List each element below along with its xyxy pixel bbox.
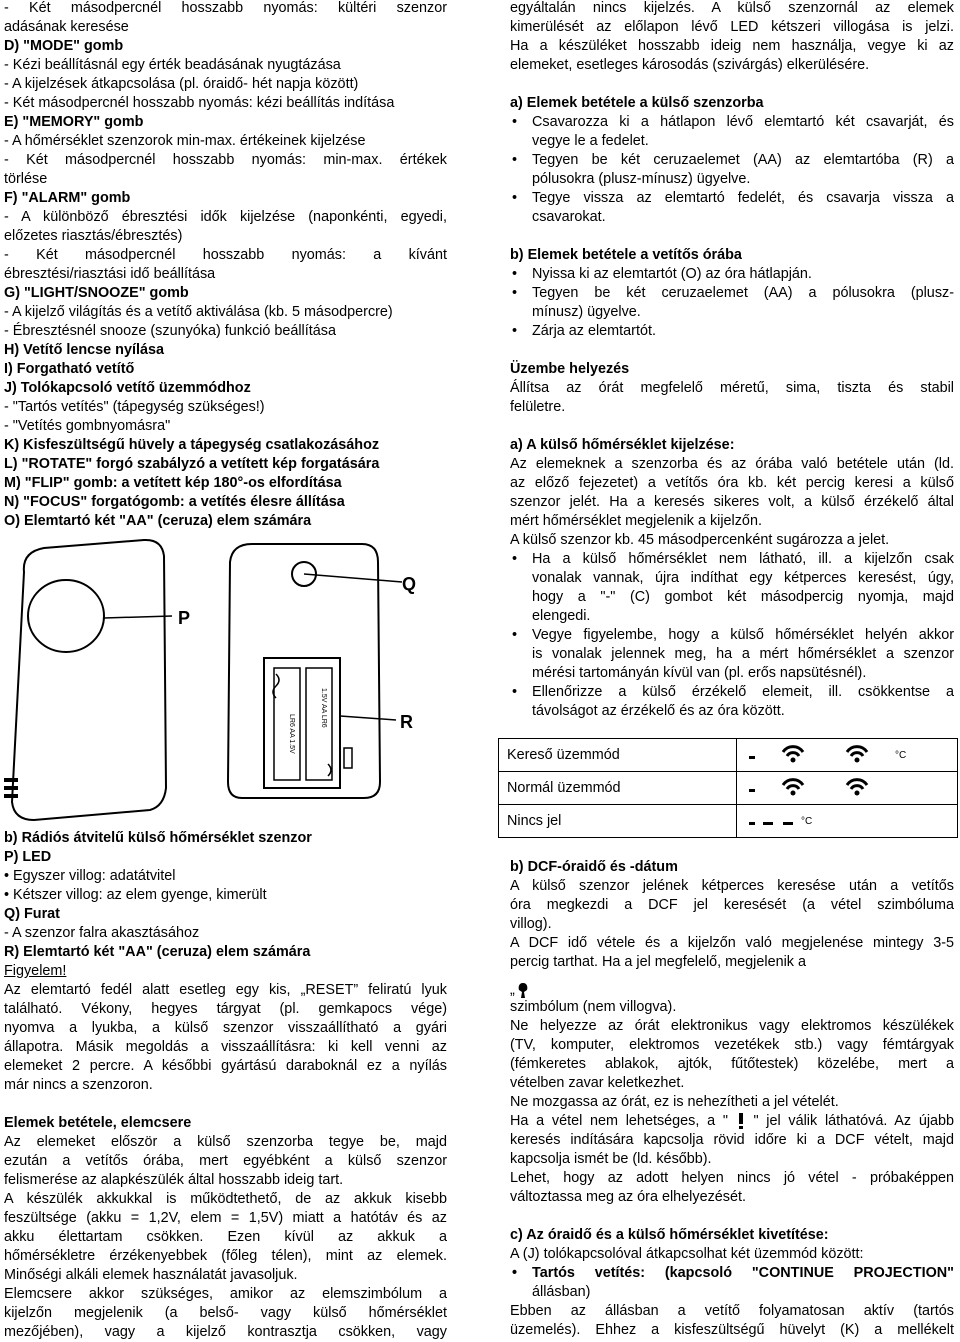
heading-line xyxy=(510,436,954,455)
text-line xyxy=(4,867,447,886)
text-line xyxy=(4,1190,447,1209)
text-line xyxy=(4,1019,447,1038)
line-text: Üzembe helyezés xyxy=(510,361,630,377)
heading-line xyxy=(510,360,954,379)
text-line xyxy=(510,208,954,227)
line-text: mínusz) ügyelve. xyxy=(532,304,641,320)
line-text: Állítsa az órát megfelelő méretű, sima, tiszta és stabil xyxy=(510,380,954,396)
text-line xyxy=(510,18,954,37)
text-line xyxy=(510,645,954,664)
line-text: Az elemeket először a külső szenzorba tegye be, majd xyxy=(4,1134,447,1150)
text-line xyxy=(510,531,954,550)
heading-line xyxy=(4,943,447,962)
heading-line xyxy=(510,1226,954,1245)
heading-line xyxy=(4,493,447,512)
line-text: - Két másodpercnél hosszabb nyomás: a kívánt xyxy=(4,247,447,263)
battery-label-1: LR6 AA 1.5V xyxy=(288,714,295,754)
line-text: üzemelés). Ehhez a kisfeszültségű hüvelyt (K) a mellékelt xyxy=(510,1322,954,1338)
signal-row xyxy=(499,739,958,772)
line-text-tail: " jel válik láthatóvá. Az újabb xyxy=(753,1113,955,1129)
text-line xyxy=(4,1285,447,1304)
line-text: már nincs a szenzoron. xyxy=(4,1077,153,1093)
line-text: A készülék akkukkal is működtethető, de az akkuk kisebb xyxy=(4,1191,447,1207)
signal-icon-cell xyxy=(737,739,958,772)
sensor-body xyxy=(12,540,166,820)
label-r: R xyxy=(400,712,413,732)
line-text: Csavarozza ki a hátlapon lévő elemtartó két csavarját, és xyxy=(532,114,954,130)
line-text: P) LED xyxy=(4,849,52,865)
line-text: Q) Furat xyxy=(4,906,60,922)
line-text: N) "FOCUS" forgatógomb: a vetítés élesre állítása xyxy=(4,494,345,510)
text-line xyxy=(510,151,954,170)
line-text: Az elemeknek a szenzorba és az órába való betétele után (ld. xyxy=(510,456,954,472)
text-line xyxy=(510,953,954,972)
text-line xyxy=(4,924,447,943)
line-text: Lehet, hogy az adott helyen nincs jó vétel - próbaképpen xyxy=(510,1170,954,1186)
heading-line xyxy=(4,360,447,379)
line-text: adásának keresése xyxy=(4,19,129,35)
line-text: - Két másodpercnél hosszabb nyomás: min-max. értékek xyxy=(4,152,447,168)
text-line xyxy=(510,512,954,531)
text-line xyxy=(4,151,447,170)
line-text: - "Tartós vetítés" (tápegység szükséges!) xyxy=(4,399,265,415)
signal-label-text: Nincs jel xyxy=(507,813,562,829)
text-line xyxy=(4,208,447,227)
text-line xyxy=(510,132,954,151)
signal-label-text: Normál üzemmód xyxy=(507,780,621,796)
line-text: állásban) xyxy=(532,1284,591,1300)
line-text: Vegye figyelembe, hogy a külső hőmérséklet helyén akkor xyxy=(532,627,954,643)
text-line xyxy=(4,18,447,37)
line-text: - A szenzor falra akasztásához xyxy=(4,925,200,941)
line-text: I) Forgatható vetítő xyxy=(4,361,135,377)
text-line xyxy=(510,1074,954,1093)
line-text: vételben zavar keletkezhet. xyxy=(510,1075,685,1091)
no-signal-icon xyxy=(736,1113,746,1129)
line-text: kapcsolja ismét be (ld. később). xyxy=(510,1151,712,1167)
line-text: G) "LIGHT/SNOOZE" gomb xyxy=(4,285,189,301)
line-text: Tartós vetítés: (kapcsoló "CONTINUE PROJECTION" xyxy=(532,1265,954,1281)
text-line xyxy=(510,569,954,588)
text-line xyxy=(510,1055,954,1074)
heading-line xyxy=(4,379,447,398)
line-text: törlése xyxy=(4,171,48,187)
text-line xyxy=(510,170,954,189)
text-line xyxy=(4,94,447,113)
signal-label xyxy=(499,739,737,772)
right-bottom-text xyxy=(510,858,954,1340)
line-text: ezután a vetítős órába, mert egyébként a külső szenzor xyxy=(4,1153,447,1169)
line-text: egyáltalán nincs kijelzés. A külső szenzornál az elemek xyxy=(510,0,954,16)
text-line xyxy=(510,455,954,474)
text-line xyxy=(510,37,954,56)
line-text: A külső szenzor jelének kétperces keresése után a vetítős xyxy=(510,878,954,894)
signal-label xyxy=(499,772,737,805)
line-text: c) Az óraidő és a külső hőmérséklet kivetítése: xyxy=(510,1227,829,1243)
normal-signal-icon xyxy=(745,775,915,797)
line-text: - A hőmérséklet szenzorok min-max. értékeinek kijelzése xyxy=(4,133,366,149)
line-text: az előző fejezetet) a vetítős óra kb. két percig keresi a külső xyxy=(510,475,954,491)
line-text: hogy a "-" (C) gombot két másodpercig nyomja, majd xyxy=(532,589,954,605)
line-text: kimerülését az előlapon lévő LED kétszeri villogása is jelzi. xyxy=(510,19,954,35)
text-line xyxy=(4,1171,447,1190)
text-line xyxy=(510,1036,954,1055)
heading-line xyxy=(4,436,447,455)
text-line xyxy=(510,998,954,1017)
text-line xyxy=(510,588,954,607)
heading-line xyxy=(4,474,447,493)
text-line xyxy=(510,1283,954,1302)
battery-label-2: 1.5V AA LR6 xyxy=(320,688,327,728)
line-text: - A különböző ébresztési idők kijelzése (naponkénti, egyedi, xyxy=(4,209,447,225)
line-text: Ne helyezze az órát elektronikus vagy elektromos készülékek xyxy=(510,1018,954,1034)
text-line xyxy=(510,1302,954,1321)
signal-label xyxy=(499,805,737,838)
dcf-tower-icon xyxy=(515,981,531,999)
text-line xyxy=(510,1150,954,1169)
line-text: keresés indítására kapcsolja rövid időre ki a DCF vételt, majd xyxy=(510,1132,954,1148)
no-signal-icon xyxy=(745,808,915,830)
heading-line xyxy=(510,246,954,265)
text-line xyxy=(4,1209,447,1228)
bullet-dot: • xyxy=(512,323,518,339)
line-text: J) Tolókapcsoló vetítő üzemmódhoz xyxy=(4,380,251,396)
text-line xyxy=(4,303,447,322)
line-text: Nyissa ki az elemtartót (O) az óra hátlapján. xyxy=(532,266,812,282)
line-text: Ellenőrizze a külső érzékelő elemeit, ill. csökkentse a xyxy=(532,684,954,700)
bullet-dot: • xyxy=(512,551,518,567)
text-line xyxy=(510,1321,954,1340)
line-text: ébresztési/riasztási idő beállítása xyxy=(4,266,216,282)
line-text: pólusokra (plusz-mínusz) ügyelve. xyxy=(532,171,751,187)
line-text: szimbólum (nem villogva). xyxy=(510,999,677,1015)
line-text: Minőségi alkáli elemek használatát javasoljuk. xyxy=(4,1267,298,1283)
text-line xyxy=(4,1038,447,1057)
text-line xyxy=(4,1323,447,1342)
line-text: csavarokat. xyxy=(532,209,606,225)
heading-line xyxy=(4,512,447,531)
line-text: feszültsége (akku = 1,2V, elem = 1,5V) miatt a hatótáv és az xyxy=(4,1210,447,1226)
line-text: mérési tartományán kívül van (pl. erős napsütésnél). xyxy=(532,665,867,681)
line-text: mezőjében), vagy a kijelző kontrasztja csökken, vagy xyxy=(4,1324,447,1340)
bullet-dot: • xyxy=(512,1265,518,1281)
line-text: R) Elemtartó két "AA" (ceruza) elem számára xyxy=(4,944,311,960)
line-text: F) "ALARM" gomb xyxy=(4,190,131,206)
label-q: Q xyxy=(402,574,417,594)
svg-text:°C: °C xyxy=(801,816,813,827)
text-line xyxy=(510,56,954,75)
line-text: b) Elemek betétele a vetítős órába xyxy=(510,247,742,263)
line-text: (fémkeretes ablakok, ajtók, fűtőtestek) közelébe, mert a xyxy=(510,1056,954,1072)
text-line xyxy=(510,1245,954,1264)
paragraph-gap xyxy=(510,417,954,436)
line-text: mért hőmérséklet megjelenik a kijelzőn. xyxy=(510,513,762,529)
text-line xyxy=(510,1093,954,1112)
text-line xyxy=(4,1133,447,1152)
line-text: • Kétszer villog: az elem gyenge, kimerült xyxy=(4,887,267,903)
line-text: D) "MODE" gomb xyxy=(4,38,124,54)
text-line xyxy=(4,227,447,246)
text-line xyxy=(4,1228,447,1247)
line-text: elemeket, esetleges károsodás (szivárgás) elkerülésére. xyxy=(510,57,870,73)
text-line xyxy=(4,0,447,18)
text-line xyxy=(4,265,447,284)
text-line xyxy=(510,896,954,915)
searching-signal-icon xyxy=(745,742,915,764)
bullet-dot: • xyxy=(512,266,518,282)
signal-icon-cell xyxy=(737,772,958,805)
svg-text:°C: °C xyxy=(895,750,907,761)
heading-line xyxy=(4,284,447,303)
text-line xyxy=(4,1152,447,1171)
text-line xyxy=(4,962,447,981)
text-line xyxy=(4,398,447,417)
line-text: található. Vékony, hegyes tárgyat (pl. gemkapocs vége) xyxy=(4,1001,447,1017)
text-line xyxy=(510,1169,954,1188)
heading-line xyxy=(4,1114,447,1133)
heading-line xyxy=(4,905,447,924)
line-text: nyomva a lyukba, a külső szenzor visszaállítható a gyári xyxy=(4,1020,447,1036)
text-line xyxy=(510,934,954,953)
line-text: állapotra. Másik megoldás a visszaállításra: ki kell venni az xyxy=(4,1039,447,1055)
text-line xyxy=(4,981,447,1000)
line-text: szenzor jelét. Ha a keresés sikeres volt, a külső érzékelő által xyxy=(510,494,954,510)
paragraph-gap xyxy=(4,1095,447,1114)
heading-line xyxy=(4,37,447,56)
line-text: - Kézi beállításnál egy érték beadásának nyugtázása xyxy=(4,57,341,73)
text-line xyxy=(4,417,447,436)
heading-line xyxy=(510,1264,954,1283)
text-line xyxy=(4,246,447,265)
text-line xyxy=(510,915,954,934)
line-text: L) "ROTATE" forgó szabályzó a vetített kép forgatására xyxy=(4,456,380,472)
line-text: A (J) tolókapcsolóval átkapcsolhat két üzemmód között: xyxy=(510,1246,864,1262)
text-line xyxy=(510,1188,954,1207)
line-text: elemeket 2 percre. A későbbi gyártású daraboknál ez a nyílás xyxy=(4,1058,447,1074)
line-text: A külső szenzor kb. 45 másodpercenként sugározza a jelet. xyxy=(510,532,890,548)
line-text: - A kijelzések átkapcsolása (pl. óraidő- hét napja között) xyxy=(4,76,359,92)
line-text: elengedi. xyxy=(532,608,591,624)
text-line xyxy=(4,170,447,189)
line-text: távolságot az érzékelő és az óra között. xyxy=(532,703,785,719)
line-text: is vonalak jelennek meg, ha a mért hőmérséklet a szenzor xyxy=(532,646,954,662)
line-text: előzetes riasztás/ébresztés) xyxy=(4,228,183,244)
text-line xyxy=(510,877,954,896)
line-text: Elemek betétele, elemcsere xyxy=(4,1115,192,1131)
line-text: - "Vetítés gombnyomásra" xyxy=(4,418,171,434)
line-text: (TV, komputer, elektromos vezetékek stb.) vagy fémtárgyak xyxy=(510,1037,954,1053)
paragraph-gap xyxy=(510,1207,954,1226)
heading-line xyxy=(4,829,447,848)
paragraph-gap xyxy=(510,227,954,246)
heading-line xyxy=(4,848,447,867)
heading-line xyxy=(4,189,447,208)
right-top-text xyxy=(510,0,954,721)
heading-line xyxy=(4,455,447,474)
line-text: kijelzőn megjelenik (a belső- vagy külső hőmérséklet xyxy=(4,1305,447,1321)
text-line xyxy=(4,1057,447,1076)
line-text: - Két másodpercnél hosszabb nyomás: kültéri szenzor xyxy=(4,0,447,16)
line-text: a) Elemek betétele a külső szenzorba xyxy=(510,95,764,111)
line-text: Ha a készüléket hosszabb ideig nem használja, vegye ki az xyxy=(510,38,954,54)
led-circle xyxy=(28,580,104,652)
line-text: Ha a vétel nem lehetséges, a " xyxy=(510,1113,728,1129)
text-line xyxy=(4,75,447,94)
heading-line xyxy=(4,113,447,132)
bullet-dot: • xyxy=(512,684,518,700)
line-text: H) Vetítő lencse nyílása xyxy=(4,342,164,358)
text-line xyxy=(510,626,954,645)
text-line xyxy=(510,1131,954,1150)
text-line xyxy=(510,1112,954,1131)
text-line xyxy=(510,550,954,569)
line-text: felületre. xyxy=(510,399,566,415)
heading-line xyxy=(510,94,954,113)
line-text: b) Rádiós átvitelű külső hőmérséklet szenzor xyxy=(4,830,312,846)
line-text: vonalak vannak, újra indíthat egy kétperces keresést, úgy, xyxy=(532,570,954,586)
text-line xyxy=(510,284,954,303)
text-line xyxy=(4,1000,447,1019)
text-line xyxy=(4,1247,447,1266)
text-line xyxy=(4,1076,447,1095)
line-text: M) "FLIP" gomb: a vetített kép 180°-os elfordítása xyxy=(4,475,342,491)
paragraph-gap xyxy=(510,341,954,360)
bullet-dot: • xyxy=(512,627,518,643)
left-bottom-text xyxy=(4,829,447,1342)
line-text: vegye le a fedelet. xyxy=(532,133,649,149)
sensor-figure xyxy=(4,538,444,830)
signal-table xyxy=(498,738,958,838)
line-text: Figyelem! xyxy=(4,963,67,979)
line-text: E) "MEMORY" gomb xyxy=(4,114,144,130)
text-line xyxy=(510,607,954,626)
text-line xyxy=(510,113,954,132)
line-text: „ xyxy=(510,982,515,998)
line-text: Elemcsere akkor szükséges, amikor az elemszimbólum a xyxy=(4,1286,447,1302)
line-text: villog). xyxy=(510,916,552,932)
line-text: akku élettartam csökken. Ezen kívül az akkuk a xyxy=(4,1229,447,1245)
line-text: • Egyszer villog: adatátvitel xyxy=(4,868,176,884)
line-text: A DCF idő vétele és a kijelzőn való megjelenése mintegy 3-5 xyxy=(510,935,954,951)
text-line xyxy=(510,322,954,341)
line-text: Zárja az elemtartót. xyxy=(532,323,656,339)
text-line xyxy=(4,56,447,75)
signal-icon-cell xyxy=(737,805,958,838)
text-line xyxy=(4,132,447,151)
bullet-dot: • xyxy=(512,152,518,168)
bullet-dot: • xyxy=(512,190,518,206)
line-text: percig tarthat. Ha a jel megfelelő, megjelenik a xyxy=(510,954,806,970)
text-line xyxy=(510,474,954,493)
text-line xyxy=(4,1266,447,1285)
text-line xyxy=(510,379,954,398)
line-text: változtassa meg az óra elhelyezését. xyxy=(510,1189,746,1205)
text-line xyxy=(510,189,954,208)
text-line xyxy=(510,0,954,18)
line-text: Ebben az állásban a vetítő folyamatosan aktív (tartós xyxy=(510,1303,954,1319)
line-text: b) DCF-óraidő és -dátum xyxy=(510,859,678,875)
line-text: hőmérsékletre érzékenyebbek (főleg télen), mint az elemek. xyxy=(4,1248,447,1264)
line-text: - Ébresztésnél snooze (szunyóka) funkció beállítása xyxy=(4,323,336,339)
left-top-text xyxy=(4,0,447,531)
line-text: Tegyen be két ceruzaelemet (AA) a pólusokra (plusz- xyxy=(532,285,954,301)
text-line xyxy=(4,886,447,905)
line-text: Ha a külső hőmérséklet nem látható, ill. a kijelzőn csak xyxy=(532,551,954,567)
heading-line xyxy=(510,858,954,877)
signal-row xyxy=(499,805,958,838)
text-line xyxy=(510,265,954,284)
text-line xyxy=(510,664,954,683)
signal-label-text: Kereső üzemmód xyxy=(507,747,620,763)
line-text: - Két másodpercnél hosszabb nyomás: kézi beállítás indítása xyxy=(4,95,395,111)
line-text: Az elemtartó fedél alatt esetleg egy kis, „RESET” feliratú lyuk xyxy=(4,982,447,998)
text-line xyxy=(510,1017,954,1036)
paragraph-gap xyxy=(510,75,954,94)
text-line xyxy=(510,702,954,721)
bullet-dot: • xyxy=(512,114,518,130)
line-text: óra megkezdi a DCF jel keresését (a vétel szimbóluma xyxy=(510,897,954,913)
line-text: Tegye vissza az elemtartó fedelét, és csavarja vissza a xyxy=(532,190,954,206)
line-text: - A kijelző világítás és a vetítő aktiválása (kb. 5 másodpercre) xyxy=(4,304,393,320)
heading-line xyxy=(4,341,447,360)
text-line xyxy=(510,493,954,512)
line-text: Ne mozgassa az órát, ez is nehezítheti a jel vételét. xyxy=(510,1094,839,1110)
text-line xyxy=(510,683,954,702)
text-line xyxy=(4,1304,447,1323)
line-text: O) Elemtartó két "AA" (ceruza) elem számára xyxy=(4,513,312,529)
text-line xyxy=(4,322,447,341)
bullet-dot: • xyxy=(512,285,518,301)
line-text: felismerése az alapkészülék által hosszabb ideig tart. xyxy=(4,1172,344,1188)
label-p: P xyxy=(178,608,191,628)
text-line xyxy=(510,398,954,417)
line-text: a) A külső hőmérséklet kijelzése: xyxy=(510,437,735,453)
text-line xyxy=(510,303,954,322)
line-text: Tegyen be két ceruzaelemet (AA) az elemtartóba (R) a xyxy=(532,152,954,168)
line-text: K) Kisfeszültségű hüvely a tápegység csatlakozásához xyxy=(4,437,380,453)
text-line xyxy=(510,972,954,998)
signal-row xyxy=(499,772,958,805)
